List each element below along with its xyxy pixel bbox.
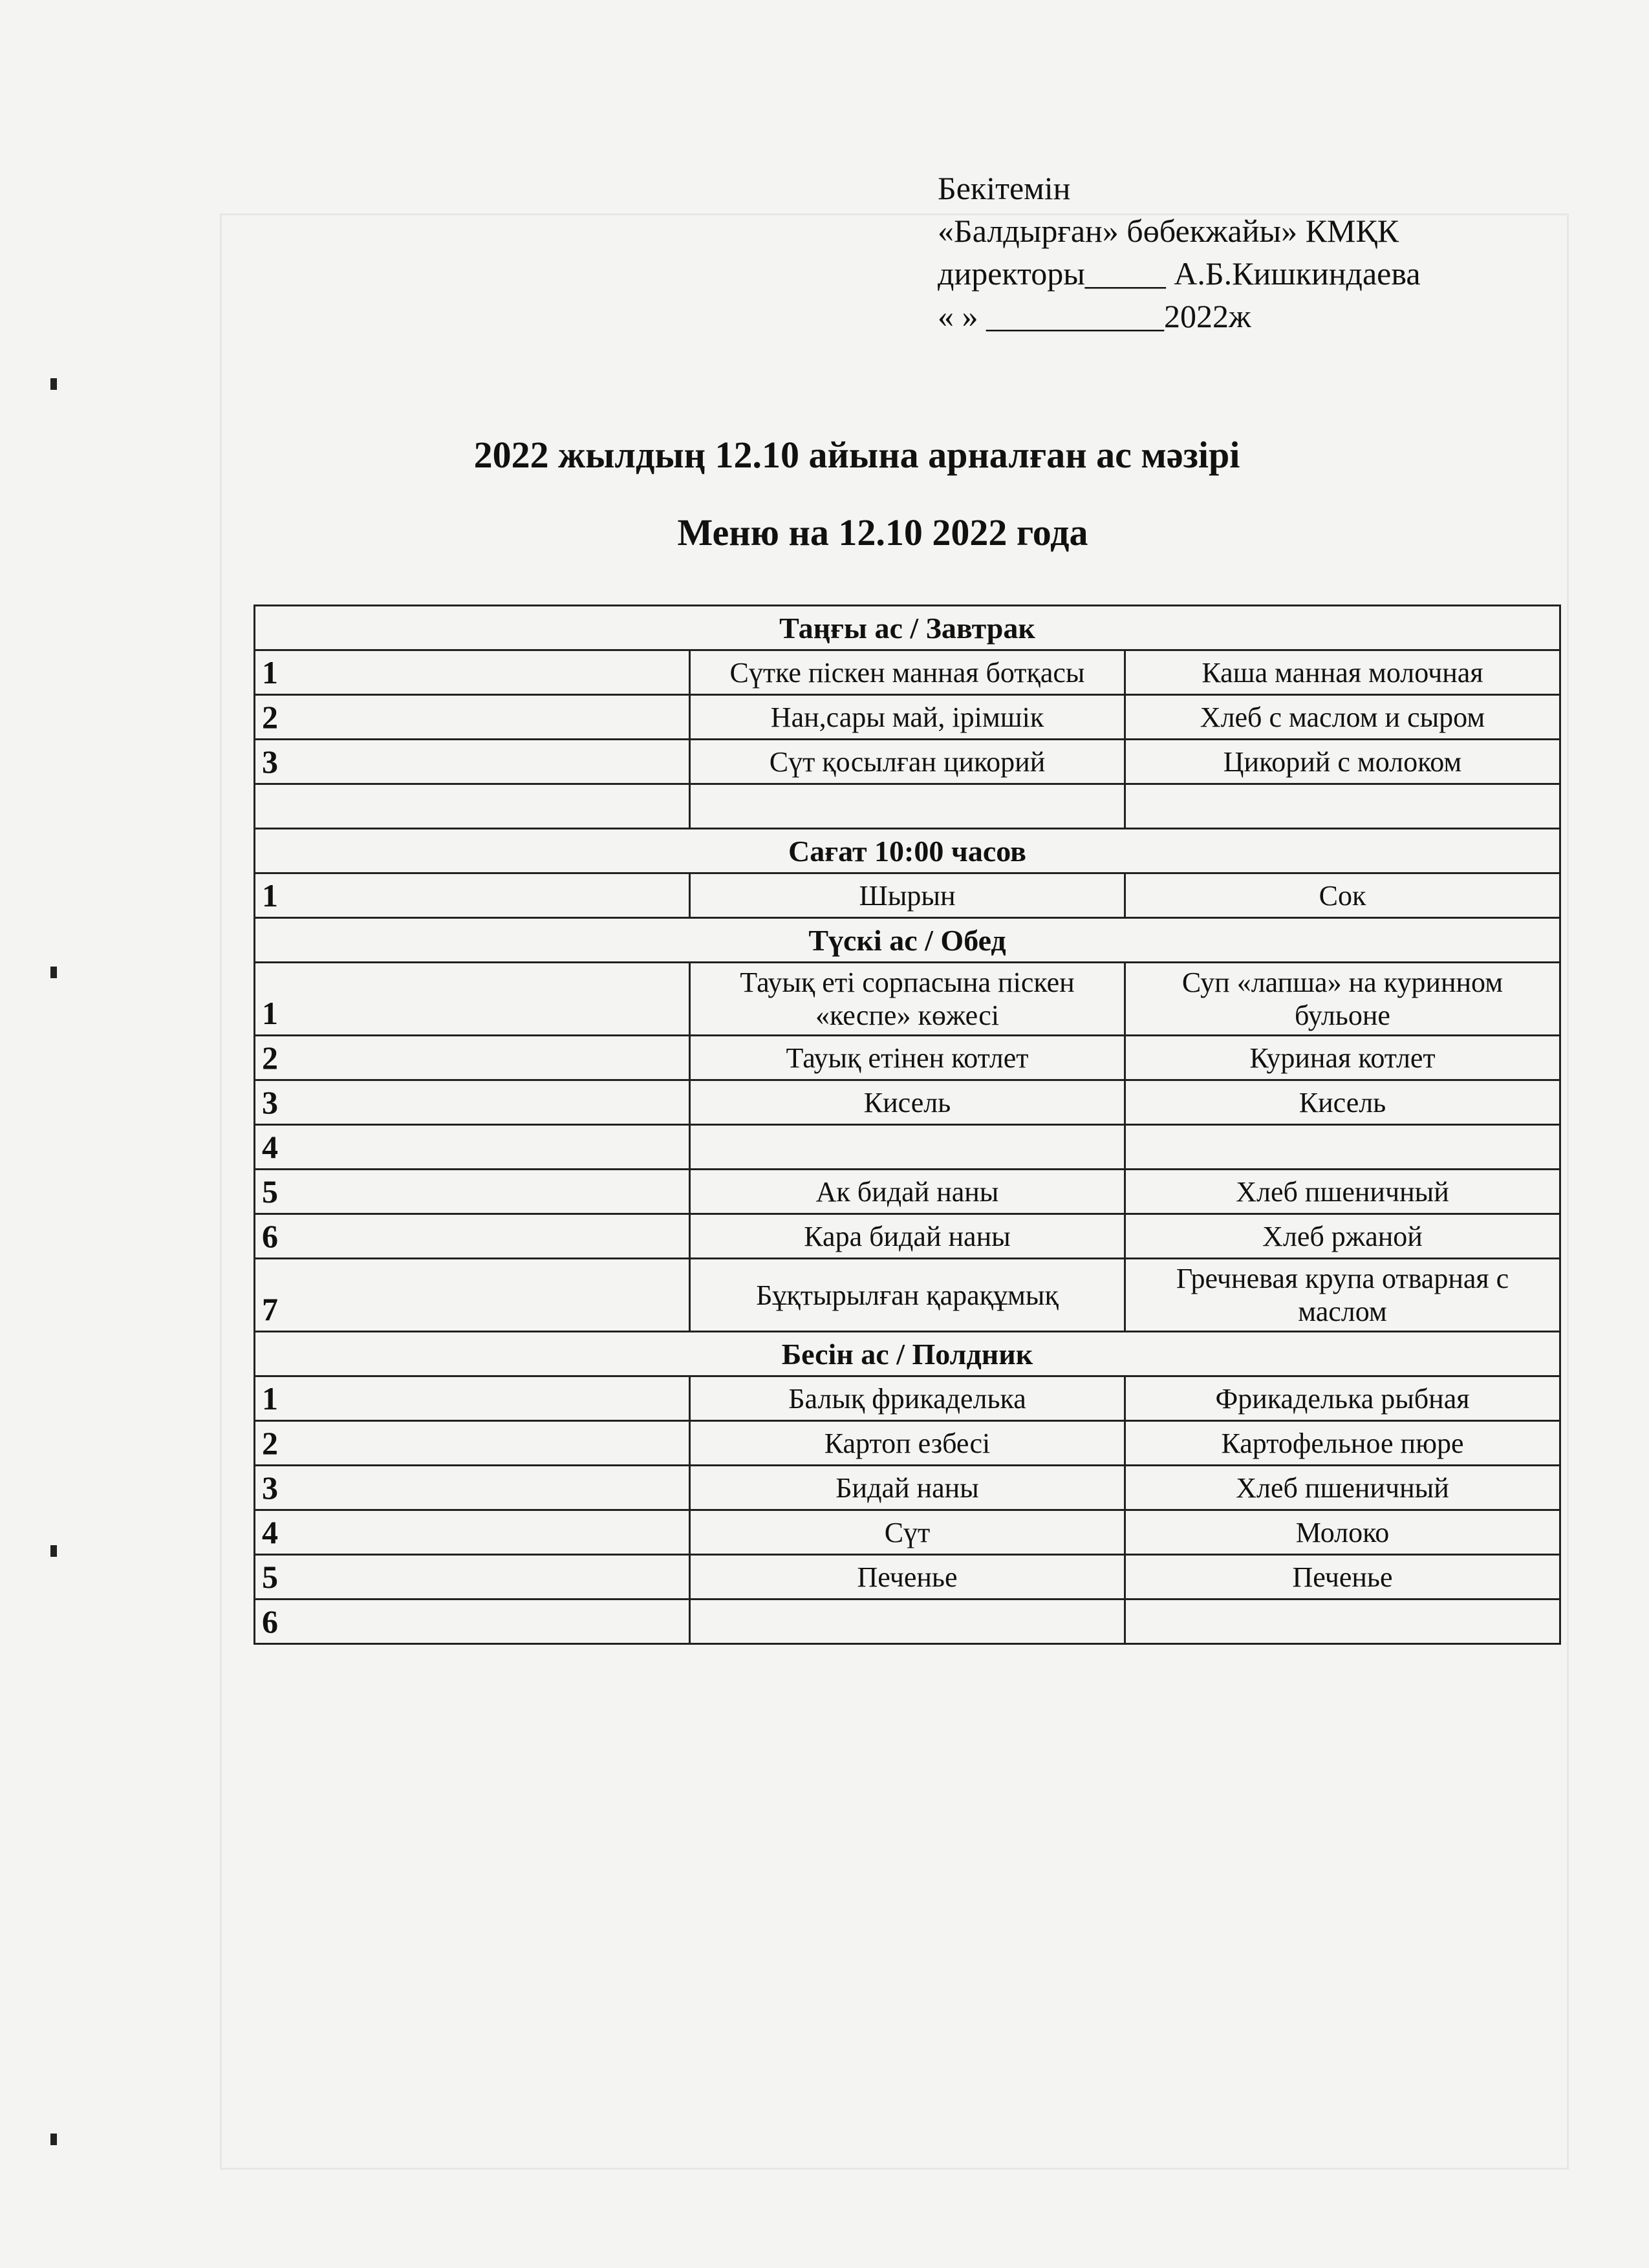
item-number: 2 [255,1421,690,1466]
section-header [255,606,1560,650]
item-number: 1 [255,1376,690,1421]
punch-mark [50,967,57,978]
menu-row [255,1259,1560,1332]
menu-row [255,1376,1560,1421]
dish-name-russian: Суп «лапша» на куринном бульоне [1125,963,1560,1036]
menu-row [255,695,1560,740]
menu-row [255,1125,1560,1170]
punch-mark [50,378,57,390]
item-number: 1 [255,963,690,1036]
menu-row [255,1080,1560,1125]
dish-name-kazakh [690,784,1125,829]
item-number: 4 [255,1125,690,1170]
dish-name-russian [1125,1599,1560,1644]
item-number: 3 [255,1466,690,1510]
dish-name-kazakh: Сүт [690,1510,1125,1555]
menu-row [255,1599,1560,1644]
dish-name-kazakh: Кара бидай наны [690,1214,1125,1259]
item-number: 2 [255,1036,690,1080]
item-number: 2 [255,695,690,740]
dish-name-kazakh [690,1125,1125,1170]
section-title: Түскі ас / Обед [255,918,1560,963]
menu-title-kazakh: 2022 жылдың 12.10 айына арналған ас мәзірі [473,434,1240,476]
menu-row [255,1466,1560,1510]
item-number: 6 [255,1599,690,1644]
dish-name-russian: Сок [1125,873,1560,918]
dish-name-russian: Каша манная молочная [1125,650,1560,695]
dish-name-kazakh: Балық фрикаделька [690,1376,1125,1421]
menu-row [255,1510,1560,1555]
item-number: 5 [255,1170,690,1214]
dish-name-russian: Хлеб пшеничный [1125,1170,1560,1214]
item-number: 1 [255,873,690,918]
section-header [255,829,1560,873]
dish-name-russian [1125,1125,1560,1170]
dish-name-kazakh: Нан,сары май, ірімшік [690,695,1125,740]
dish-name-kazakh: Бұқтырылған қарақұмық [690,1259,1125,1332]
item-number: 7 [255,1259,690,1332]
menu-title-russian: Меню на 12.10 2022 года [677,511,1088,553]
approval-line: «Балдырған» бөбекжайы» КМҚК [938,213,1399,249]
dish-name-kazakh: Тауық етінен котлет [690,1036,1125,1080]
item-number [255,784,690,829]
section-title: Бесін ас / Полдник [255,1332,1560,1376]
dish-name-kazakh: Бидай наны [690,1466,1125,1510]
menu-row [255,740,1560,784]
dish-name-kazakh: Шырын [690,873,1125,918]
item-number: 1 [255,650,690,695]
dish-name-russian: Печенье [1125,1555,1560,1599]
section-title: Сағат 10:00 часов [255,829,1560,873]
approval-block [938,167,1584,337]
menu-row [255,873,1560,918]
menu-row [255,1170,1560,1214]
menu-row [255,650,1560,695]
dish-name-kazakh: Сүт қосылған цикорий [690,740,1125,784]
item-number: 3 [255,740,690,784]
menu-row [255,1036,1560,1080]
dish-name-russian: Фрикаделька рыбная [1125,1376,1560,1421]
approval-line: директоры_____ А.Б.Кишкиндаева [938,255,1421,292]
menu-table [253,604,1561,1645]
dish-name-russian: Хлеб с маслом и сыром [1125,695,1560,740]
dish-name-kazakh: Картоп езбесі [690,1421,1125,1466]
dish-name-russian: Молоко [1125,1510,1560,1555]
section-header [255,1332,1560,1376]
dish-name-russian: Картофельное пюре [1125,1421,1560,1466]
dish-name-russian: Цикорий с молоком [1125,740,1560,784]
dish-name-russian: Хлеб ржаной [1125,1214,1560,1259]
section-title: Таңғы ас / Завтрак [255,606,1560,650]
menu-row [255,1555,1560,1599]
item-number: 3 [255,1080,690,1125]
dish-name-kazakh: Тауық еті сорпасына піскен «кеспе» көжесі [690,963,1125,1036]
item-number: 6 [255,1214,690,1259]
section-header [255,918,1560,963]
punch-mark [50,2134,57,2145]
menu-row [255,963,1560,1036]
approval-line: Бекітемін [938,170,1071,206]
dish-name-russian: Кисель [1125,1080,1560,1125]
dish-name-russian: Хлеб пшеничный [1125,1466,1560,1510]
approval-line: « » ___________2022ж [938,298,1251,334]
dish-name-kazakh: Кисель [690,1080,1125,1125]
item-number: 4 [255,1510,690,1555]
dish-name-russian: Гречневая крупа отварная с маслом [1125,1259,1560,1332]
dish-name-russian [1125,784,1560,829]
punch-mark [50,1545,57,1557]
menu-row [255,1421,1560,1466]
menu-row [255,1214,1560,1259]
dish-name-kazakh [690,1599,1125,1644]
dish-name-russian: Куриная котлет [1125,1036,1560,1080]
item-number: 5 [255,1555,690,1599]
dish-name-kazakh: Сүтке піскен манная ботқасы [690,650,1125,695]
dish-name-kazakh: Печенье [690,1555,1125,1599]
menu-row [255,784,1560,829]
dish-name-kazakh: Ак бидай наны [690,1170,1125,1214]
